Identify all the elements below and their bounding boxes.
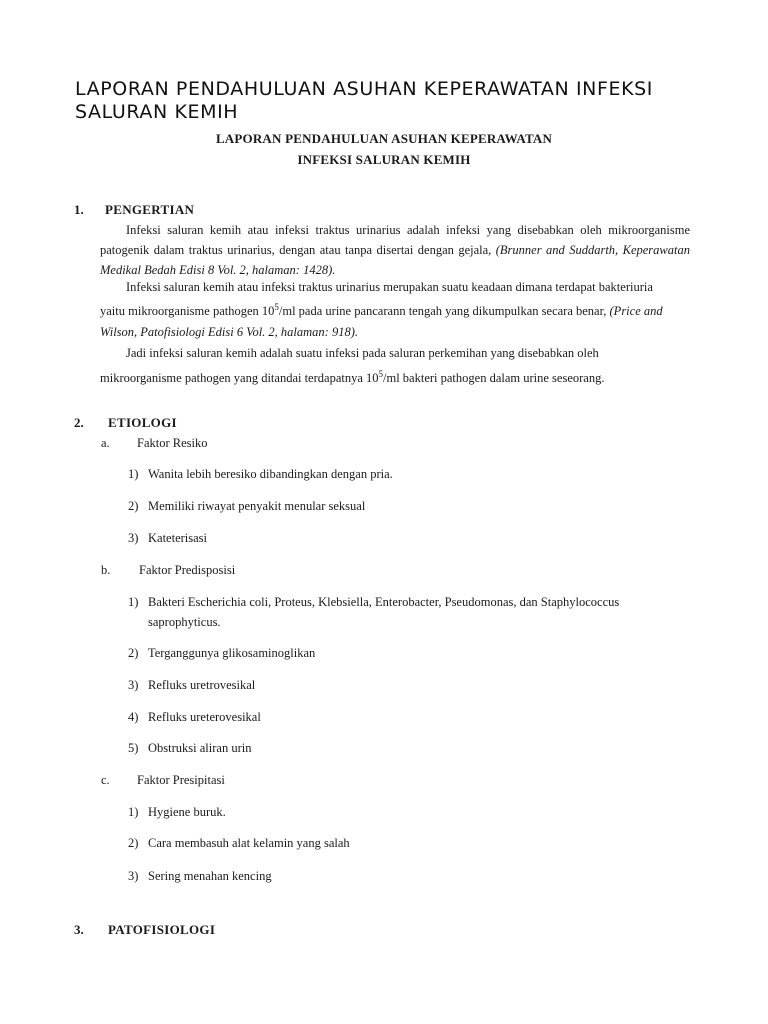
pengertian-p2-line-2 [100, 302, 663, 319]
section-3-number: 3. [74, 922, 84, 937]
section-1-number: 1. [74, 202, 84, 217]
list-item: Memiliki riwayat penyakit menular seksual [148, 499, 366, 513]
document-title: LAPORAN PENDAHULUAN ASUHAN KEPERAWATAN INFEKSI SALURAN KEMIH [75, 78, 654, 123]
pengertian-p1-citation: (Brunner and Suddarth, Keperawatan Medikal Bedah Edisi 8 Vol. 2, halaman: 1428). [100, 243, 690, 277]
etiologi-c-label: Faktor Presipitasi [137, 773, 225, 787]
section-2-number: 2. [74, 415, 84, 430]
etiologi-a-letter: a. [101, 436, 110, 450]
pengertian-p2-line-3 [100, 325, 358, 340]
list-item-number: 1) [128, 595, 139, 609]
pengertian-p2-line-1: Infeksi saluran kemih atau infeksi traktus urinarius merupakan suatu keadaan dimana terdapat bakteriuria [126, 280, 653, 294]
pengertian-p2-post: /ml pada urine pancarann tengah yang dikumpulkan secara benar, [278, 304, 610, 319]
pengertian-p3-line-1: Jadi infeksi saluran kemih adalah suatu infeksi pada saluran perkemihan yang disebabkan oleh [126, 346, 599, 360]
list-item-number: 3) [128, 869, 139, 883]
pengertian-p3-pre: mikroorganisme pathogen yang ditandai terdapatnya 10 [100, 371, 379, 386]
list-item: Refluks ureterovesikal [148, 710, 261, 724]
list-item-continuation: saprophyticus. [148, 615, 221, 629]
subtitle-line-2: INFEKSI SALURAN KEMIH [297, 152, 471, 167]
list-item: Refluks uretrovesikal [148, 678, 256, 692]
pengertian-p3-line-2 [100, 369, 604, 386]
list-item: Sering menahan kencing [148, 869, 272, 883]
etiologi-b-letter: b. [101, 563, 111, 577]
pengertian-p3-exponent: 5 [378, 369, 384, 379]
pengertian-p1-text: Infeksi saluran kemih atau infeksi traktus urinarius adalah infeksi yang disebabkan oleh mikroorganisme patogenik dalam traktus urinarius, dengan atau tanpa disertai dengan gejala, [100, 223, 690, 257]
section-1-heading: PENGERTIAN [105, 202, 195, 217]
pengertian-p2-pre: yaitu mikroorganisme pathogen 10 [100, 304, 275, 319]
section-2-heading: ETIOLOGI [108, 415, 177, 430]
pengertian-p2-citation-2: Wilson, Patofisiologi Edisi 6 Vol. 2, halaman: 918). [100, 325, 358, 339]
list-item-number: 1) [128, 805, 139, 819]
list-item: Wanita lebih beresiko dibandingkan dengan pria. [148, 467, 393, 481]
list-item: Hygiene buruk. [148, 805, 226, 819]
list-item: Cara membasuh alat kelamin yang salah [148, 836, 350, 850]
pengertian-p2-citation-1: (Price and [609, 304, 663, 319]
list-item-number: 5) [128, 741, 139, 755]
list-item: Obstruksi aliran urin [148, 741, 252, 755]
list-item-number: 2) [128, 836, 139, 850]
list-item-number: 3) [128, 531, 139, 545]
list-item-number: 3) [128, 678, 139, 692]
list-item-number: 4) [128, 710, 139, 724]
section-3-heading: PATOFISIOLOGI [108, 922, 216, 937]
pengertian-p2-exponent: 5 [274, 302, 279, 312]
pengertian-paragraph-1 [100, 220, 690, 280]
etiologi-a-label: Faktor Resiko [137, 436, 208, 450]
list-item-number: 2) [128, 499, 139, 513]
list-item: Terganggunya glikosaminoglikan [148, 646, 316, 660]
list-item: Kateterisasi [148, 531, 208, 545]
subtitle-line-1: LAPORAN PENDAHULUAN ASUHAN KEPERAWATAN [215, 131, 553, 146]
etiologi-c-letter: c. [101, 773, 110, 787]
pengertian-p3-post: /ml bakteri pathogen dalam urine seseorang. [383, 371, 605, 386]
list-item-number: 2) [128, 646, 139, 660]
list-item: Bakteri Escherichia coli, Proteus, Klebsiella, Enterobacter, Pseudomonas, dan Staphylococcus [148, 595, 620, 609]
list-item-number: 1) [128, 467, 139, 481]
etiologi-b-label: Faktor Predisposisi [139, 563, 236, 577]
